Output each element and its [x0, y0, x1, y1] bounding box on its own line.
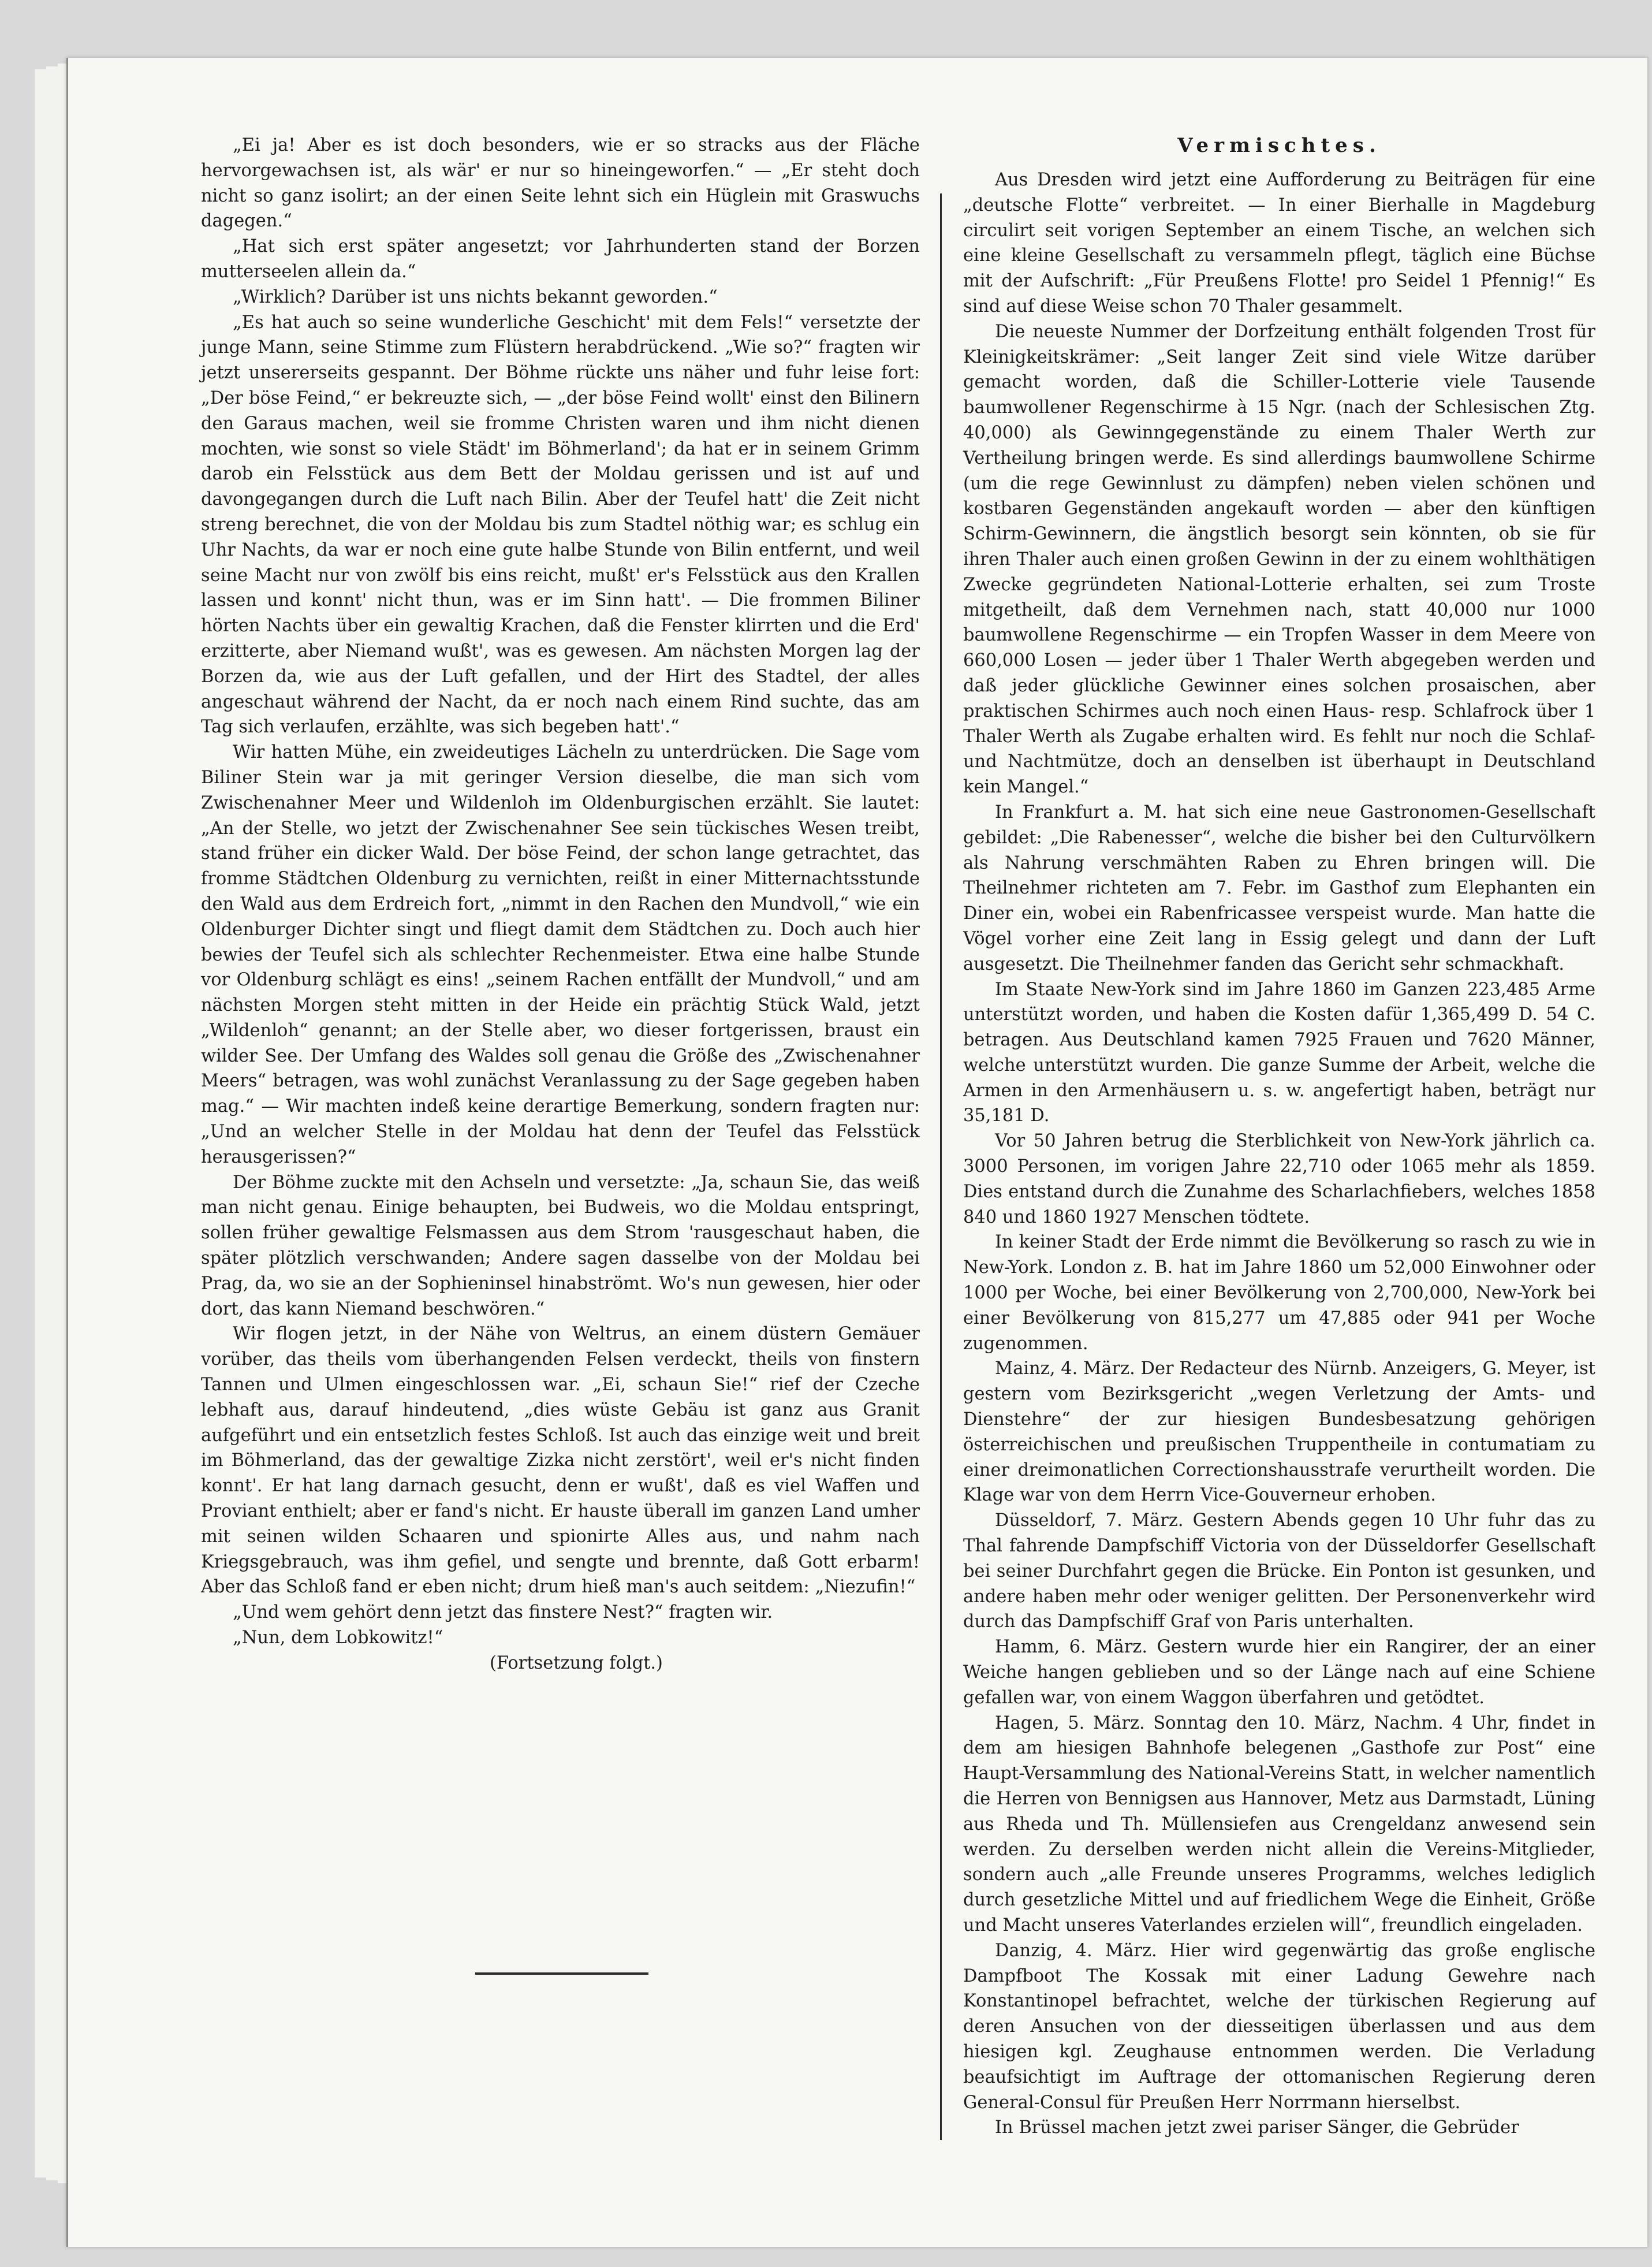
news-item: In keiner Stadt der Erde nimmt die Bevölkerung so rasch zu wie in New-York. London z. B. hat im Jahre 1860 um 52,000 Einwohner oder 1000 per Woche, bei einer Bevölkerung von 2,700,000, New-York bei einer Bevölkerung von 815,277 um 47,885 oder 941 per Woche zugenommen. — [963, 1232, 1595, 1354]
paragraph: Der Böhme zuckte mit den Achseln und versetzte: „Ja, schaun Sie, das weiß man nicht genau. Einige behaupten, bei Budweis, wo die Moldau entspringt, sollen früher gewaltige Felsmassen aus dem Strom 'rausgeschaut haben, die später plötzlich verschwanden; Andere sagen dasselbe von der Moldau bei Prag, da, wo sie an der Sophieninsel hinabströmt. Wo's nun gewesen, hier oder dort, das kann Niemand beschwören.“ — [201, 1172, 920, 1319]
paragraph: „Nun, dem Lobkowitz!“ — [233, 1628, 443, 1648]
news-item: In Frankfurt a. M. hat sich eine neue Gastronomen-Gesellschaft gebildet: „Die Rabenesser“, welche die bisher bei den Culturvölkern als Nahrung verschmähten Raben zu Ehren bringen will. Die Theilnehmer richteten am 7. Febr. im Gasthof zum Elephanten ein Diner ein, wobei ein Rabenfricassee verspeist wurde. Man hatte die Vögel vorher eine Zeit lang in Essig gelegt und dann der Luft ausgesetzt. Die Theilnehmer fanden das Gericht sehr schmackhaft. — [963, 802, 1595, 974]
paragraph: „Und wem gehört denn jetzt das finstere Nest?“ fragten wir. — [233, 1602, 773, 1623]
end-rule — [475, 1972, 648, 1975]
column-divider — [940, 193, 942, 2140]
news-item: Die neueste Nummer der Dorfzeitung enthält folgenden Trost für Kleinigkeitskrämer: „Seit langer Zeit sind viele Witze darüber gemacht worden, daß die Schiller-Lotterie viele Tausende baumwollener Regenschirme à 15 Ngr. (nach der Schlesischen Ztg. 40,000) als Gewinngegenstände zu einem Thaler Werth zur Vertheilung bringen werde. Es sind allerdings baumwollene Schirme (um die rege Gewinnlust zu dämpfen) neben vielen schönen und kostbaren Gegenständen angekauft worden — aber den künftigen Schirm-Gewinnern, die ängstlich besorgt sein könnten, ob sie für ihren Thaler auch einen großen Gewinn in der zu einem wohlthätigen Zwecke gegründeten National-Lotterie erhalten, sei zum Troste mitgetheilt, daß dem Vernehmen nach, statt 40,000 nur 1000 baumwollene Regenschirme — ein Tropfen Wasser in dem Meere von 660,000 Losen — jeder über 1 Thaler Werth abgegeben werden und daß jeder glückliche Gewinner eines solchen prosaischen, aber praktischen Schirmes auch noch einen Haus- resp. Schlafrock über 1 Thaler Werth als Zugabe erhalten wird. Es fehlt nur noch die Schlaf- und Nachtmütze, doch an denselben ist überhaupt in Deutschland kein Mangel.“ — [963, 321, 1595, 798]
news-item: In Brüssel machen jetzt zwei pariser Sänger, die Gebrüder — [995, 2117, 1519, 2138]
news-item: Hamm, 6. März. Gestern wurde hier ein Rangirer, der an einer Weiche hangen geblieben und so der Länge nach auf eine Schiene gefallen war, von einem Waggon überfahren und getödtet. — [963, 1637, 1595, 1708]
newspaper-page — [66, 58, 1647, 2247]
paragraph: Wir flogen jetzt, in der Nähe von Weltrus, an einem düstern Gemäuer vorüber, das theils vom überhangenden Felsen verdeckt, theils von finstern Tannen und Ulmen eingeschlossen war. „Ei, schaun Sie!“ rief der Czeche lebhaft aus, darauf hindeutend, „dies wüste Gebäu ist ganz aus Granit aufgeführt und ein entsetzlich festes Schloß. Ist auch das einzige weit und breit im Böhmerland, das der gewaltige Zizka nicht zerstört', weil er's nicht finden konnt'. Er hat lang darnach gesucht, denn er wußt', daß es viel Waffen und Proviant enthielt; aber er fand's nicht. Er hauste überall im ganzen Land umher mit seinen wilden Schaaren und spionirte Alles aus, und nahm nach Kriegsgebrauch, was ihm gefiel, und sengte und brennte, daß Gott erbarm! Aber das Schloß fand er eben nicht; drum hieß man's auch seitdem: „Niezufin!“ — [201, 1324, 920, 1598]
paragraph: „Es hat auch so seine wunderliche Geschicht' mit dem Fels!“ versetzte der junge Mann, seine Stimme zum Flüstern herabdrückend. „Wie so?“ fragten wir jetzt unsererseits gespannt. Der Böhme rückte uns näher und fuhr leise fort: „Der böse Feind,“ er bekreuzte sich, — „der böse Feind wollt' einst den Bilinern den Garaus machen, weil sie fromme Christen waren und ihm nicht dienen mochten, wie sonst so viele Städt' im Böhmerland'; da hat er in seinem Grimm darob ein Felsstück aus dem Bett der Moldau gerissen und ist auf und davongegangen durch die Luft nach Bilin. Aber der Teufel hatt' die Zeit nicht streng berechnet, die von der Moldau bis zum Stadtel nöthig war; es schlug ein Uhr Nachts, da war er noch eine gute halbe Stunde von Bilin entfernt, und weil seine Macht nur von zwölf bis eins reicht, mußt' er's Felsstück aus den Krallen lassen und konnt' nicht thun, was er im Sinn hatt'. — Die frommen Biliner hörten Nachts über ein gewaltig Krachen, daß die Fenster klirrten und die Erd' erzitterte, aber Niemand wußt', was es gewesen. Am nächsten Morgen lag der Borzen da, wie aus der Luft gefallen, und der Hirt des Stadtel, der alles angeschaut während der Nacht, da er noch nach einem Rind suchte, das am Tag sich verlaufen, erzählte, was sich begeben hatt'.“ — [201, 312, 920, 738]
news-item: Aus Dresden wird jetzt eine Aufforderung zu Beiträgen für eine „deutsche Flotte“ verbreitet. — In einer Bierhalle in Magdeburg circulirt seit vorigen September an einem Tische, an welchen sich eine kleine Gesellschaft zu versammeln pflegt, täglich eine Büchse mit der Aufschrift: „Für Preußens Flotte! pro Seidel 1 Pfennig!“ Es sind auf diese Weise schon 70 Thaler gesammelt. — [963, 170, 1595, 317]
paragraph: „Wirklich? Darüber ist uns nichts bekannt geworden.“ — [233, 286, 718, 307]
left-column — [201, 133, 920, 1676]
paragraph: „Hat sich erst später angesetzt; vor Jahrhunderten stand der Borzen mutterseelen allein da.“ — [201, 236, 920, 282]
news-item: Hagen, 5. März. Sonntag den 10. März, Nachm. 4 Uhr, findet in dem am hiesigen Bahnhofe belegenen „Gasthofe zur Post“ eine Haupt-Versammlung des National-Vereins Statt, in welcher namentlich die Herren von Bennigsen aus Hannover, Metz aus Darmstadt, Lüning aus Rheda und Th. Müllensiefen aus Crengeldanz anwesend sein werden. Zu derselben werden nicht allein die Vereins-Mitglieder, sondern auch „alle Freunde unseres Programms, welches lediglich durch gesetzliche Mittel und auf friedlichem Wege die Einheit, Größe und Macht unseres Vaterlandes erzielen will“, freundlich eingeladen. — [963, 1713, 1595, 1935]
news-item: Danzig, 4. März. Hier wird gegenwärtig das große englische Dampfboot The Kossak mit einer Ladung Gewehre nach Konstantinopel befrachtet, welche der türkischen Regierung auf deren Ansuchen von der diesseitigen überlassen und aus dem hiesigen kgl. Zeughause entnommen werden. Die Verladung beaufsichtigt im Auftrage der ottomanischen Regierung deren General-Consul für Preußen Herr Norrmann hierselbst. — [963, 1940, 1595, 2113]
news-item: Düsseldorf, 7. März. Gestern Abends gegen 10 Uhr fuhr das zu Thal fahrende Dampfschiff Victoria von der Düsseldorfer Gesellschaft bei seiner Durchfahrt gegen die Brücke. Ein Ponton ist gesunken, und andere haben mehr oder weniger gelitten. Der Personenverkehr wird durch das Dampfschiff Graf von Paris unterhalten. — [963, 1510, 1595, 1632]
right-column — [963, 133, 1595, 2141]
news-item: Mainz, 4. März. Der Redacteur des Nürnb. Anzeigers, G. Meyer, ist gestern vom Bezirksgericht „wegen Verletzung der Amts- und Dienstehre“ der zur hiesigen Bundesbesatzung gehörigen österreichischen und preußischen Truppentheile in contumatiam zu einer dreimonatlichen Correctionshausstrafe verurtheilt worden. Die Klage war von dem Herrn Vice-Gouverneur erhoben. — [963, 1358, 1595, 1506]
paragraph: Wir hatten Mühe, ein zweideutiges Lächeln zu unterdrücken. Die Sage vom Biliner Stein war ja mit geringer Version dieselbe, die man sich vom Zwischenahner Meer und Wildenloh im Oldenburgischen erzählt. Sie lautet: „An der Stelle, wo jetzt der Zwischenahner See sein tückisches Wesen treibt, stand früher ein dicker Wald. Der böse Feind, der schon lange getrachtet, das fromme Städtchen Oldenburg zu vernichten, reißt in einer Mitternachtsstunde den Wald aus dem Erdreich fort, „nimmt in den Rachen den Mundvoll,“ wie ein Oldenburger Dichter singt und fliegt damit dem Städtchen zu. Doch auch hier bewies der Teufel sich als schlechter Rechenmeister. Etwa eine halbe Stunde vor Oldenburg schlägt es eins! „seinem Rachen entfällt der Mundvoll,“ und am nächsten Morgen steht mitten in der Heide ein prächtig Stück Wald, jetzt „Wildenloh“ genannt; an der Stelle aber, wo dieser fortgerissen, braust ein wilder See. Der Umfang des Waldes soll genau die Größe des „Zwischenahner Meers“ betragen, was wohl zunächst Veranlassung zu der Sage gegeben haben mag.“ — Wir machten indeß keine derartige Bemerkung, sondern fragten nur: „Und an welcher Stelle in der Moldau hat denn der Teufel das Felsstück herausgerissen?“ — [201, 742, 920, 1167]
news-item: Im Staate New-York sind im Jahre 1860 im Ganzen 223,485 Arme unterstützt worden, und haben die Kosten dafür 1,365,499 D. 54 C. betragen. Aus Deutschland kamen 7925 Frauen und 7620 Männer, welche unterstützt wurden. Die ganze Summe der Arbeit, welche die Armen in den Armenhäusern u. s. w. angefertigt haben, beträgt nur 35,181 D. — [963, 979, 1595, 1126]
paragraph: „Ei ja! Aber es ist doch besonders, wie er so stracks aus der Fläche hervorgewachsen ist, als wär' er nur so hineingeworfen.“ — „Er steht doch nicht so ganz isolirt; an der einen Seite lehnt sich ein Hüglein mit Graswuchs dagegen.“ — [201, 135, 920, 232]
continuation-note: (Fortsetzung folgt.) — [490, 1652, 663, 1673]
section-heading: Vermischtes. — [1177, 134, 1381, 157]
news-item: Vor 50 Jahren betrug die Sterblichkeit von New-York jährlich ca. 3000 Personen, im vorigen Jahre 22,710 oder 1065 mehr als 1859. Dies entstand durch die Zunahme des Scharlachfiebers, welches 1858 840 und 1860 1927 Menschen tödtete. — [963, 1131, 1595, 1227]
